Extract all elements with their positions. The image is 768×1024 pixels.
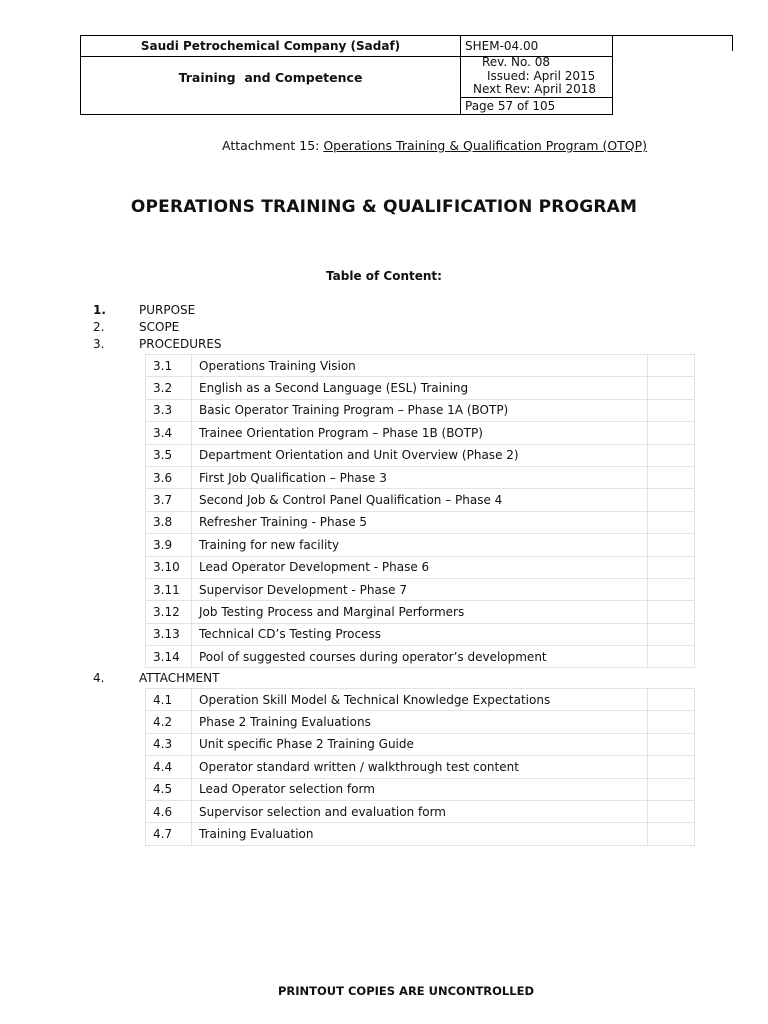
revision-number: Rev. No. 08: [482, 55, 550, 69]
toc-item-title: Department Orientation and Unit Overview (Phase 2): [192, 444, 648, 466]
toc-item-number: 3.5: [146, 444, 192, 466]
toc-item-number: 4.6: [146, 800, 192, 822]
toc-item-number: 3.4: [146, 422, 192, 444]
subject-cell: [80, 56, 461, 115]
toc-item-page: [648, 823, 695, 845]
toc-item-page: [648, 800, 695, 822]
section-number: 4.: [93, 671, 105, 685]
toc-item-page: [648, 377, 695, 399]
page-number: Page 57 of 105: [465, 99, 556, 113]
toc-row: [146, 623, 695, 645]
attachment-line: [222, 138, 647, 153]
toc-item-title: Technical CD’s Testing Process: [192, 623, 648, 645]
section-label: SCOPE: [139, 320, 180, 334]
toc-item-page: [648, 711, 695, 733]
toc-item-title: Operation Skill Model & Technical Knowledge Expectations: [192, 689, 648, 711]
toc-row: [146, 578, 695, 600]
toc-row: [146, 711, 695, 733]
toc-row: [146, 646, 695, 668]
attachment-link[interactable]: Operations Training & Qualification Program (OTQP): [323, 138, 648, 153]
toc-item-number: 3.14: [146, 646, 192, 668]
toc-item-page: [648, 534, 695, 556]
toc-row: [146, 778, 695, 800]
toc-item-number: 3.11: [146, 578, 192, 600]
toc-item-title: Lead Operator selection form: [192, 778, 648, 800]
issued-date: Issued: April 2015: [487, 69, 596, 83]
toc-item-number: 4.5: [146, 778, 192, 800]
toc-row: [146, 444, 695, 466]
toc-row: [146, 800, 695, 822]
toc-row: [146, 601, 695, 623]
toc-row: [146, 355, 695, 377]
toc-item-page: [648, 646, 695, 668]
toc-row: [146, 466, 695, 488]
toc-item-number: 3.3: [146, 399, 192, 421]
toc-item-number: 3.13: [146, 623, 192, 645]
toc-item-number: 3.12: [146, 601, 192, 623]
toc-item-page: [648, 511, 695, 533]
toc-row: [146, 823, 695, 845]
toc-item-number: 4.4: [146, 756, 192, 778]
attachments-table: [145, 688, 695, 846]
toc-item-title: Basic Operator Training Program – Phase 1A (BOTP): [192, 399, 648, 421]
toc-item-number: 3.1: [146, 355, 192, 377]
toc-item-number: 3.9: [146, 534, 192, 556]
toc-item-page: [648, 623, 695, 645]
toc-row: [146, 534, 695, 556]
toc-item-number: 4.3: [146, 733, 192, 755]
toc-heading: Table of Content:: [326, 269, 442, 283]
toc-row: [146, 377, 695, 399]
doc-code: SHEM-04.00: [465, 39, 539, 53]
section-label: PURPOSE: [139, 303, 196, 317]
toc-item-page: [648, 578, 695, 600]
toc-row: [146, 489, 695, 511]
toc-item-page: [648, 778, 695, 800]
toc-item-number: 3.7: [146, 489, 192, 511]
toc-item-title: Refresher Training - Phase 5: [192, 511, 648, 533]
toc-item-title: Unit specific Phase 2 Training Guide: [192, 733, 648, 755]
toc-item-title: Training Evaluation: [192, 823, 648, 845]
toc-row: [146, 756, 695, 778]
toc-item-title: Job Testing Process and Marginal Performers: [192, 601, 648, 623]
page-title: OPERATIONS TRAINING & QUALIFICATION PROGRAM: [130, 197, 638, 217]
toc-item-page: [648, 355, 695, 377]
toc-item-title: Second Job & Control Panel Qualification – Phase 4: [192, 489, 648, 511]
toc-item-page: [648, 466, 695, 488]
toc-item-page: [648, 422, 695, 444]
toc-item-title: Operator standard written / walkthrough test content: [192, 756, 648, 778]
toc-row: [146, 422, 695, 444]
company-name: Saudi Petrochemical Company (Sadaf): [140, 39, 401, 53]
toc-item-title: Phase 2 Training Evaluations: [192, 711, 648, 733]
toc-item-number: 4.1: [146, 689, 192, 711]
toc-item-page: [648, 689, 695, 711]
document-header: [80, 35, 733, 115]
toc-row: [146, 511, 695, 533]
section-label: PROCEDURES: [139, 337, 222, 351]
subject-title: Training and Competence: [178, 70, 363, 85]
toc-item-title: Supervisor Development - Phase 7: [192, 578, 648, 600]
procedures-table: [145, 354, 695, 668]
toc-item-page: [648, 489, 695, 511]
toc-item-page: [648, 399, 695, 421]
toc-item-page: [648, 756, 695, 778]
toc-item-page: [648, 444, 695, 466]
section-number: 3.: [93, 337, 105, 351]
footer-notice: PRINTOUT COPIES ARE UNCONTROLLED: [277, 984, 534, 998]
toc-item-title: Pool of suggested courses during operator’s development: [192, 646, 648, 668]
toc-row: [146, 556, 695, 578]
toc-item-number: 4.2: [146, 711, 192, 733]
logo-cell-top-border: [612, 35, 733, 36]
toc-row: [146, 689, 695, 711]
section-label: ATTACHMENT: [139, 671, 220, 685]
toc-row: [146, 399, 695, 421]
toc-item-number: 3.10: [146, 556, 192, 578]
toc-item-number: 3.8: [146, 511, 192, 533]
toc-item-title: Lead Operator Development - Phase 6: [192, 556, 648, 578]
toc-item-title: Training for new facility: [192, 534, 648, 556]
toc-item-title: Supervisor selection and evaluation form: [192, 800, 648, 822]
next-revision-date: Next Rev: April 2018: [473, 82, 597, 96]
attachment-prefix: Attachment 15:: [222, 138, 324, 153]
toc-item-page: [648, 556, 695, 578]
toc-item-title: Operations Training Vision: [192, 355, 648, 377]
toc-row: [146, 733, 695, 755]
logo-cell-right-border: [732, 35, 733, 51]
toc-item-number: 4.7: [146, 823, 192, 845]
toc-item-page: [648, 733, 695, 755]
toc-item-page: [648, 601, 695, 623]
section-number: 1.: [93, 303, 106, 317]
section-number: 2.: [93, 320, 105, 334]
toc-item-title: English as a Second Language (ESL) Training: [192, 377, 648, 399]
toc-item-number: 3.2: [146, 377, 192, 399]
toc-item-title: Trainee Orientation Program – Phase 1B (BOTP): [192, 422, 648, 444]
toc-item-number: 3.6: [146, 466, 192, 488]
toc-item-title: First Job Qualification – Phase 3: [192, 466, 648, 488]
